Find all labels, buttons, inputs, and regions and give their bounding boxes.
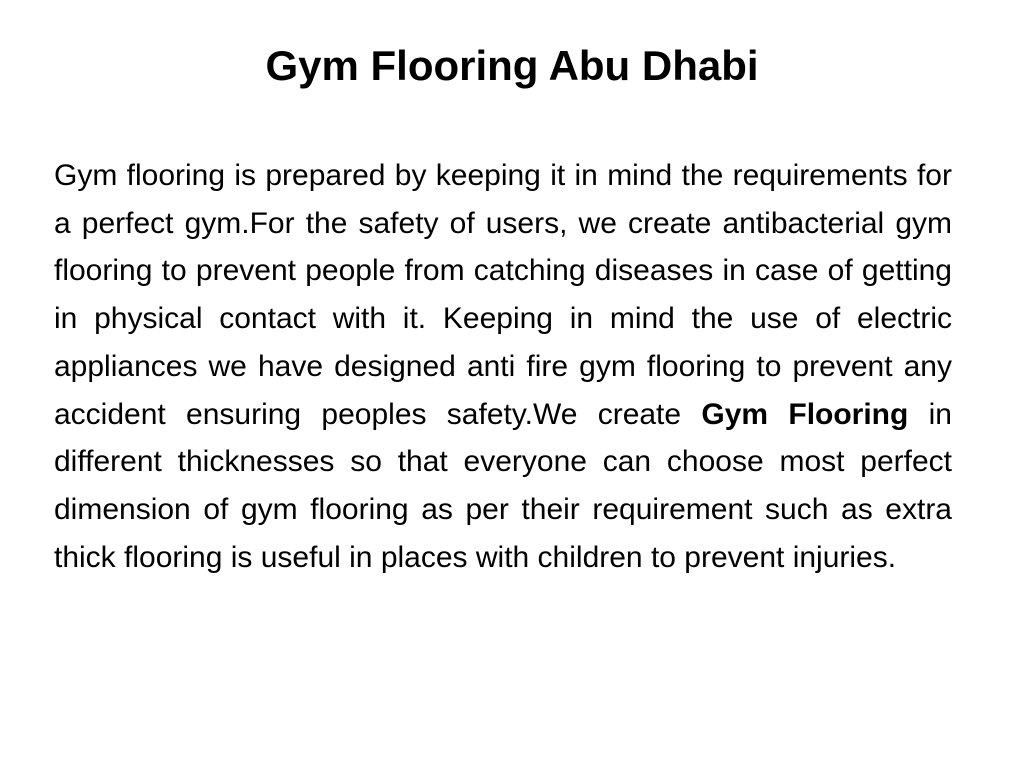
slide-title: Gym Flooring Abu Dhabi [265, 42, 759, 89]
body-paragraph [54, 152, 952, 581]
paragraph-keyword-bold: Gym Flooring [701, 397, 909, 431]
paragraph-text-before-keyword: Gym flooring is prepared by keeping it in mind the requirements for a perfect gym.For the safety of users, we create antibacterial gym flooring to prevent people from catching diseases in case of getting in physical contact with it. Keeping in mind the use of electric appliances we have designed anti fire gym flooring to prevent any accident ensuring peoples safety.We create [54, 159, 952, 431]
paragraph-text-after-keyword: in different thicknesses so that everyone can choose most perfect dimension of gym flooring as per their requirement such as extra thick flooring is useful in places with children to prevent injuries. [54, 397, 952, 574]
